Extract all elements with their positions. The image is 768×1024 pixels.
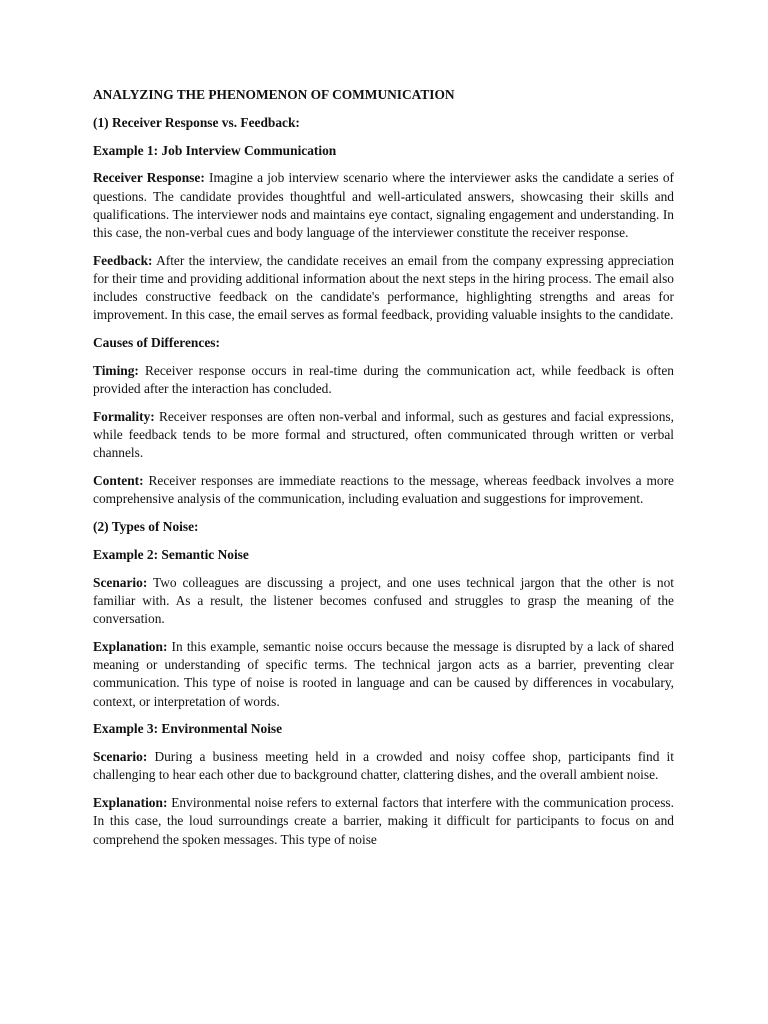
term-label: Receiver Response: [93,170,205,186]
paragraph-semantic-scenario [93,574,674,629]
term-label: Explanation: [93,795,168,811]
paragraph-semantic-explanation [93,638,674,711]
paragraph-text: Imagine a job interview scenario where the interviewer asks the candidate a series of questions. The candidate provides thoughtful and well-articulated answers, showcasing their skills and qualifications. The interviewer nods and maintains eye contact, signaling engagement and understanding. In this case, the non-verbal cues and body language of the interviewer constitute the receiver response. [93,170,674,240]
paragraph-feedback [93,252,674,325]
term-label: Feedback: [93,252,153,268]
paragraph-text: Receiver responses are often non-verbal and informal, such as gestures and facial expressions, while feedback tends to be more formal and structured, often communicated through written or verbal channels. [93,409,674,461]
paragraph-text: In this example, semantic noise occurs because the message is disrupted by a lack of shared meaning or understanding of specific terms. The technical jargon acts as a barrier, preventing clear communication. This type of noise is rooted in language and can be caused by differences in vocabulary, context, or interpretation of words. [93,639,674,709]
section-heading-receiver-response-vs-feedback: (1) Receiver Response vs. Feedback: [93,114,300,130]
causes-of-differences-heading: Causes of Differences: [93,335,220,351]
paragraph-text: Two colleagues are discussing a project, and one uses technical jargon that the other is not familiar with. As a result, the listener becomes confused and struggles to grasp the meaning of the conversation. [93,574,675,627]
paragraph-receiver-response [93,169,674,242]
paragraph-text: Receiver response occurs in real-time during the communication act, while feedback is often provided after the interaction has concluded. [93,363,674,397]
term-label: Scenario: [93,749,148,765]
paragraph-content [93,472,674,508]
paragraph-timing [93,362,674,398]
term-label: Content: [93,473,144,489]
term-label: Timing: [93,363,139,378]
paragraph-text: After the interview, the candidate receives an email from the company expressing appreciation for their time and providing additional information about the next steps in the hiring process. The email also includes constructive feedback on the candidate's performance, highlighting strengths and areas for improvement. In this case, the email serves as formal feedback, providing valuable insights to the candidate. [93,252,675,323]
example-heading-environmental-noise: Example 3: Environmental Noise [93,721,283,737]
paragraph-formality [93,408,674,463]
example-heading-job-interview: Example 1: Job Interview Communication [93,142,337,158]
paragraph-text: Environmental noise refers to external factors that interfere with the communication process. In this case, the loud surroundings create a barrier, making it difficult for participants to focus on and comprehend the spoken messages. This type of noise [93,795,674,847]
paragraph-text: Receiver responses are immediate reactions to the message, whereas feedback involves a more comprehensive analysis of the communication, including evaluation and suggestions for improvement. [93,473,674,507]
term-label: Scenario: [93,574,148,590]
section-heading-types-of-noise: (2) Types of Noise: [93,519,199,535]
paragraph-environmental-explanation [93,794,674,849]
document-title: ANALYZING THE PHENOMENON OF COMMUNICATION [93,87,455,102]
document-page [93,86,674,858]
paragraph-environmental-scenario [93,748,674,784]
term-label: Explanation: [93,639,168,654]
paragraph-text: During a business meeting held in a crowded and noisy coffee shop, participants find it challenging to hear each other due to background chatter, clattering dishes, and the overall ambient noise. [93,749,674,783]
example-heading-semantic-noise: Example 2: Semantic Noise [93,547,249,562]
term-label: Formality: [93,409,155,424]
